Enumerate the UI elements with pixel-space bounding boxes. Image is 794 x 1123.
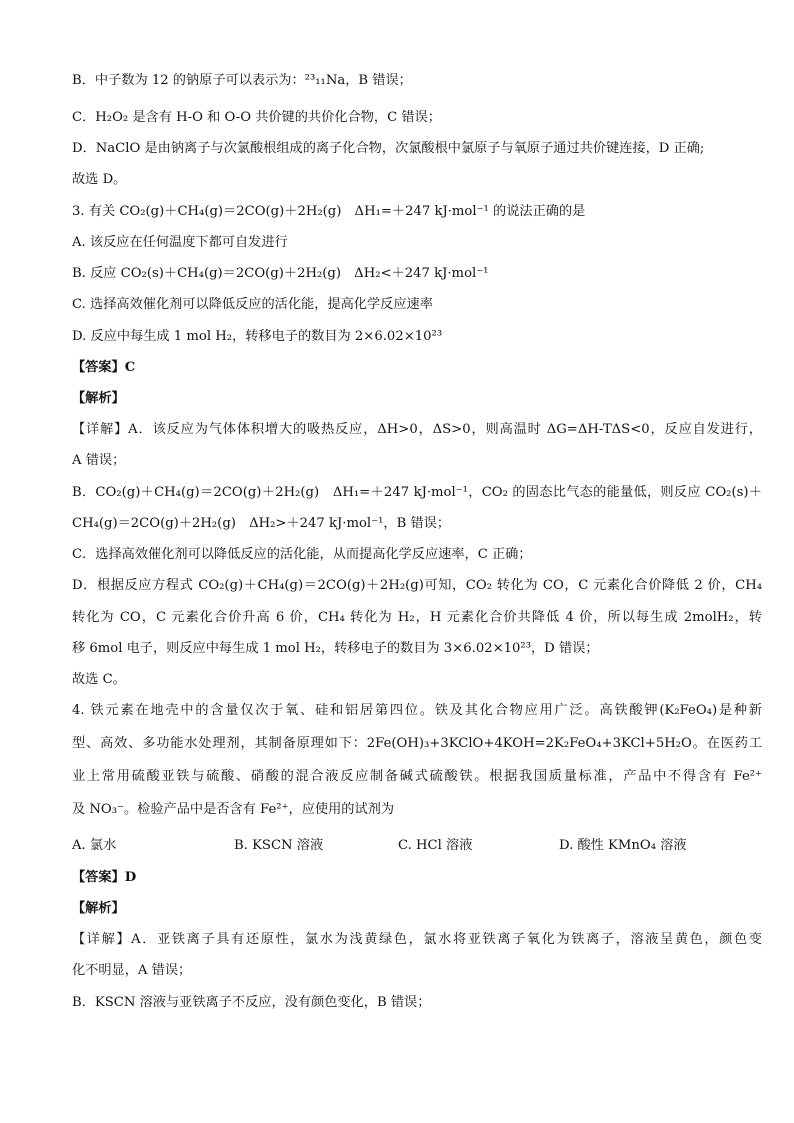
question-3-option-b: B. 反应 CO₂(s)＋CH₄(g)＝2CO(g)＋2H₂(g) ΔH₂<＋247 kJ·mol⁻¹ (72, 266, 489, 281)
answer-explanation-b: B．中子数为 12 的钠原子可以表示为：²³₁₁Na，B 错误； (72, 73, 412, 88)
question-4-option-c: C. HCl 溶液 (398, 838, 473, 853)
answer-conclusion: 故选 D。 (72, 172, 127, 187)
question-3-detail-a-line1: 【详解】A．该反应为气体体积增大的吸热反应，ΔH>0，ΔS>0，则高温时 ΔG=ΔH-TΔS<0，反应自发进行， (72, 422, 762, 437)
question-3-detail-c: C．选择高效催化剂可以降低反应的活化能，从而提高化学反应速率，C 正确； (72, 547, 532, 562)
question-3-conclusion: 故选 C。 (72, 672, 126, 687)
question-4-stem-line4: 及 NO₃⁻。检验产品中是否含有 Fe²⁺，应使用的试剂为 (72, 802, 395, 817)
question-3-analysis-heading: 【解析】 (72, 391, 125, 406)
question-3-detail-b-line1: B．CO₂(g)＋CH₄(g)＝2CO(g)＋2H₂(g) ΔH₁=＋247 kJ·mol⁻¹，CO₂ 的固态比气态的能量低，则反应 CO₂(s)＋ (72, 485, 762, 500)
question-4-option-d: D. 酸性 KMnO₄ 溶液 (559, 838, 687, 853)
question-4-detail-a-line2: 化不明显，A 错误； (72, 963, 192, 978)
answer-explanation-d: D．NaClO 是由钠离子与次氯酸根组成的离子化合物，次氯酸根中氯原子与氧原子通过共价键连接，D 正确; (72, 141, 705, 156)
answer-explanation-c: C．H₂O₂ 是含有 H-O 和 O-O 共价键的共价化合物，C 错误； (72, 110, 441, 125)
question-3-detail-b-line2: CH₄(g)＝2CO(g)＋2H₂(g) ΔH₂>＋247 kJ·mol⁻¹，B 错误； (72, 516, 451, 531)
question-3-answer: 【答案】C (72, 360, 136, 375)
question-3-stem: 3. 有关 CO₂(g)＋CH₄(g)＝2CO(g)＋2H₂(g) ΔH₁=＋247 kJ·mol⁻¹ 的说法正确的是 (72, 204, 586, 219)
question-4-detail-b: B．KSCN 溶液与亚铁离子不反应，没有颜色变化，B 错误； (72, 995, 431, 1010)
question-3-detail-d-line2: 转化为 CO，C 元素化合价升高 6 价，CH₄ 转化为 H₂，H 元素化合价共降低 4 价，所以每生成 2molH₂，转 (72, 610, 762, 625)
question-3-detail-d-line3: 移 6mol 电子，则反应中每生成 1 mol H₂，转移电子的数目为 3×6.02×10²³，D 错误； (72, 641, 599, 656)
question-4-stem-line1: 4. 铁元素在地壳中的含量仅次于氧、硅和铝居第四位。铁及其化合物应用广泛。高铁酸钾(K₂FeO₄)是种新 (72, 703, 762, 718)
question-3-option-c: C. 选择高效催化剂可以降低反应的活化能，提高化学反应速率 (72, 297, 433, 312)
question-4-answer: 【答案】D (72, 870, 137, 885)
question-3-option-d: D. 反应中每生成 1 mol H₂，转移电子的数目为 2×6.02×10²³ (72, 329, 443, 344)
question-4-detail-a-line1: 【详解】A．亚铁离子具有还原性，氯水为浅黄绿色，氯水将亚铁离子氧化为铁离子，溶液呈黄色，颜色变 (72, 932, 762, 947)
question-3-detail-d-line1: D．根据反应方程式 CO₂(g)＋CH₄(g)＝2CO(g)＋2H₂(g)可知，CO₂ 转化为 CO，C 元素化合价降低 2 价，CH₄ (72, 578, 762, 593)
question-4-options (72, 836, 762, 856)
question-4-option-b: B. KSCN 溶液 (234, 838, 324, 853)
question-3-option-a: A. 该反应在任何温度下都可自发进行 (72, 235, 288, 250)
question-4-option-a: A. 氯水 (72, 838, 117, 853)
question-4-stem-line3: 业上常用硫酸亚铁与硫酸、硝酸的混合液反应制备碱式硫酸铁。根据我国质量标准，产品中不得含有 Fe²⁺ (72, 769, 762, 784)
question-4-analysis-heading: 【解析】 (72, 901, 125, 916)
question-4-stem-line2: 型、高效、多功能水处理剂，其制备原理如下：2Fe(OH)₃+3KClO+4KOH=2K₂FeO₄+3KCl+5H₂O。在医药工 (72, 736, 762, 751)
question-3-detail-a-line2: A 错误； (72, 453, 126, 468)
